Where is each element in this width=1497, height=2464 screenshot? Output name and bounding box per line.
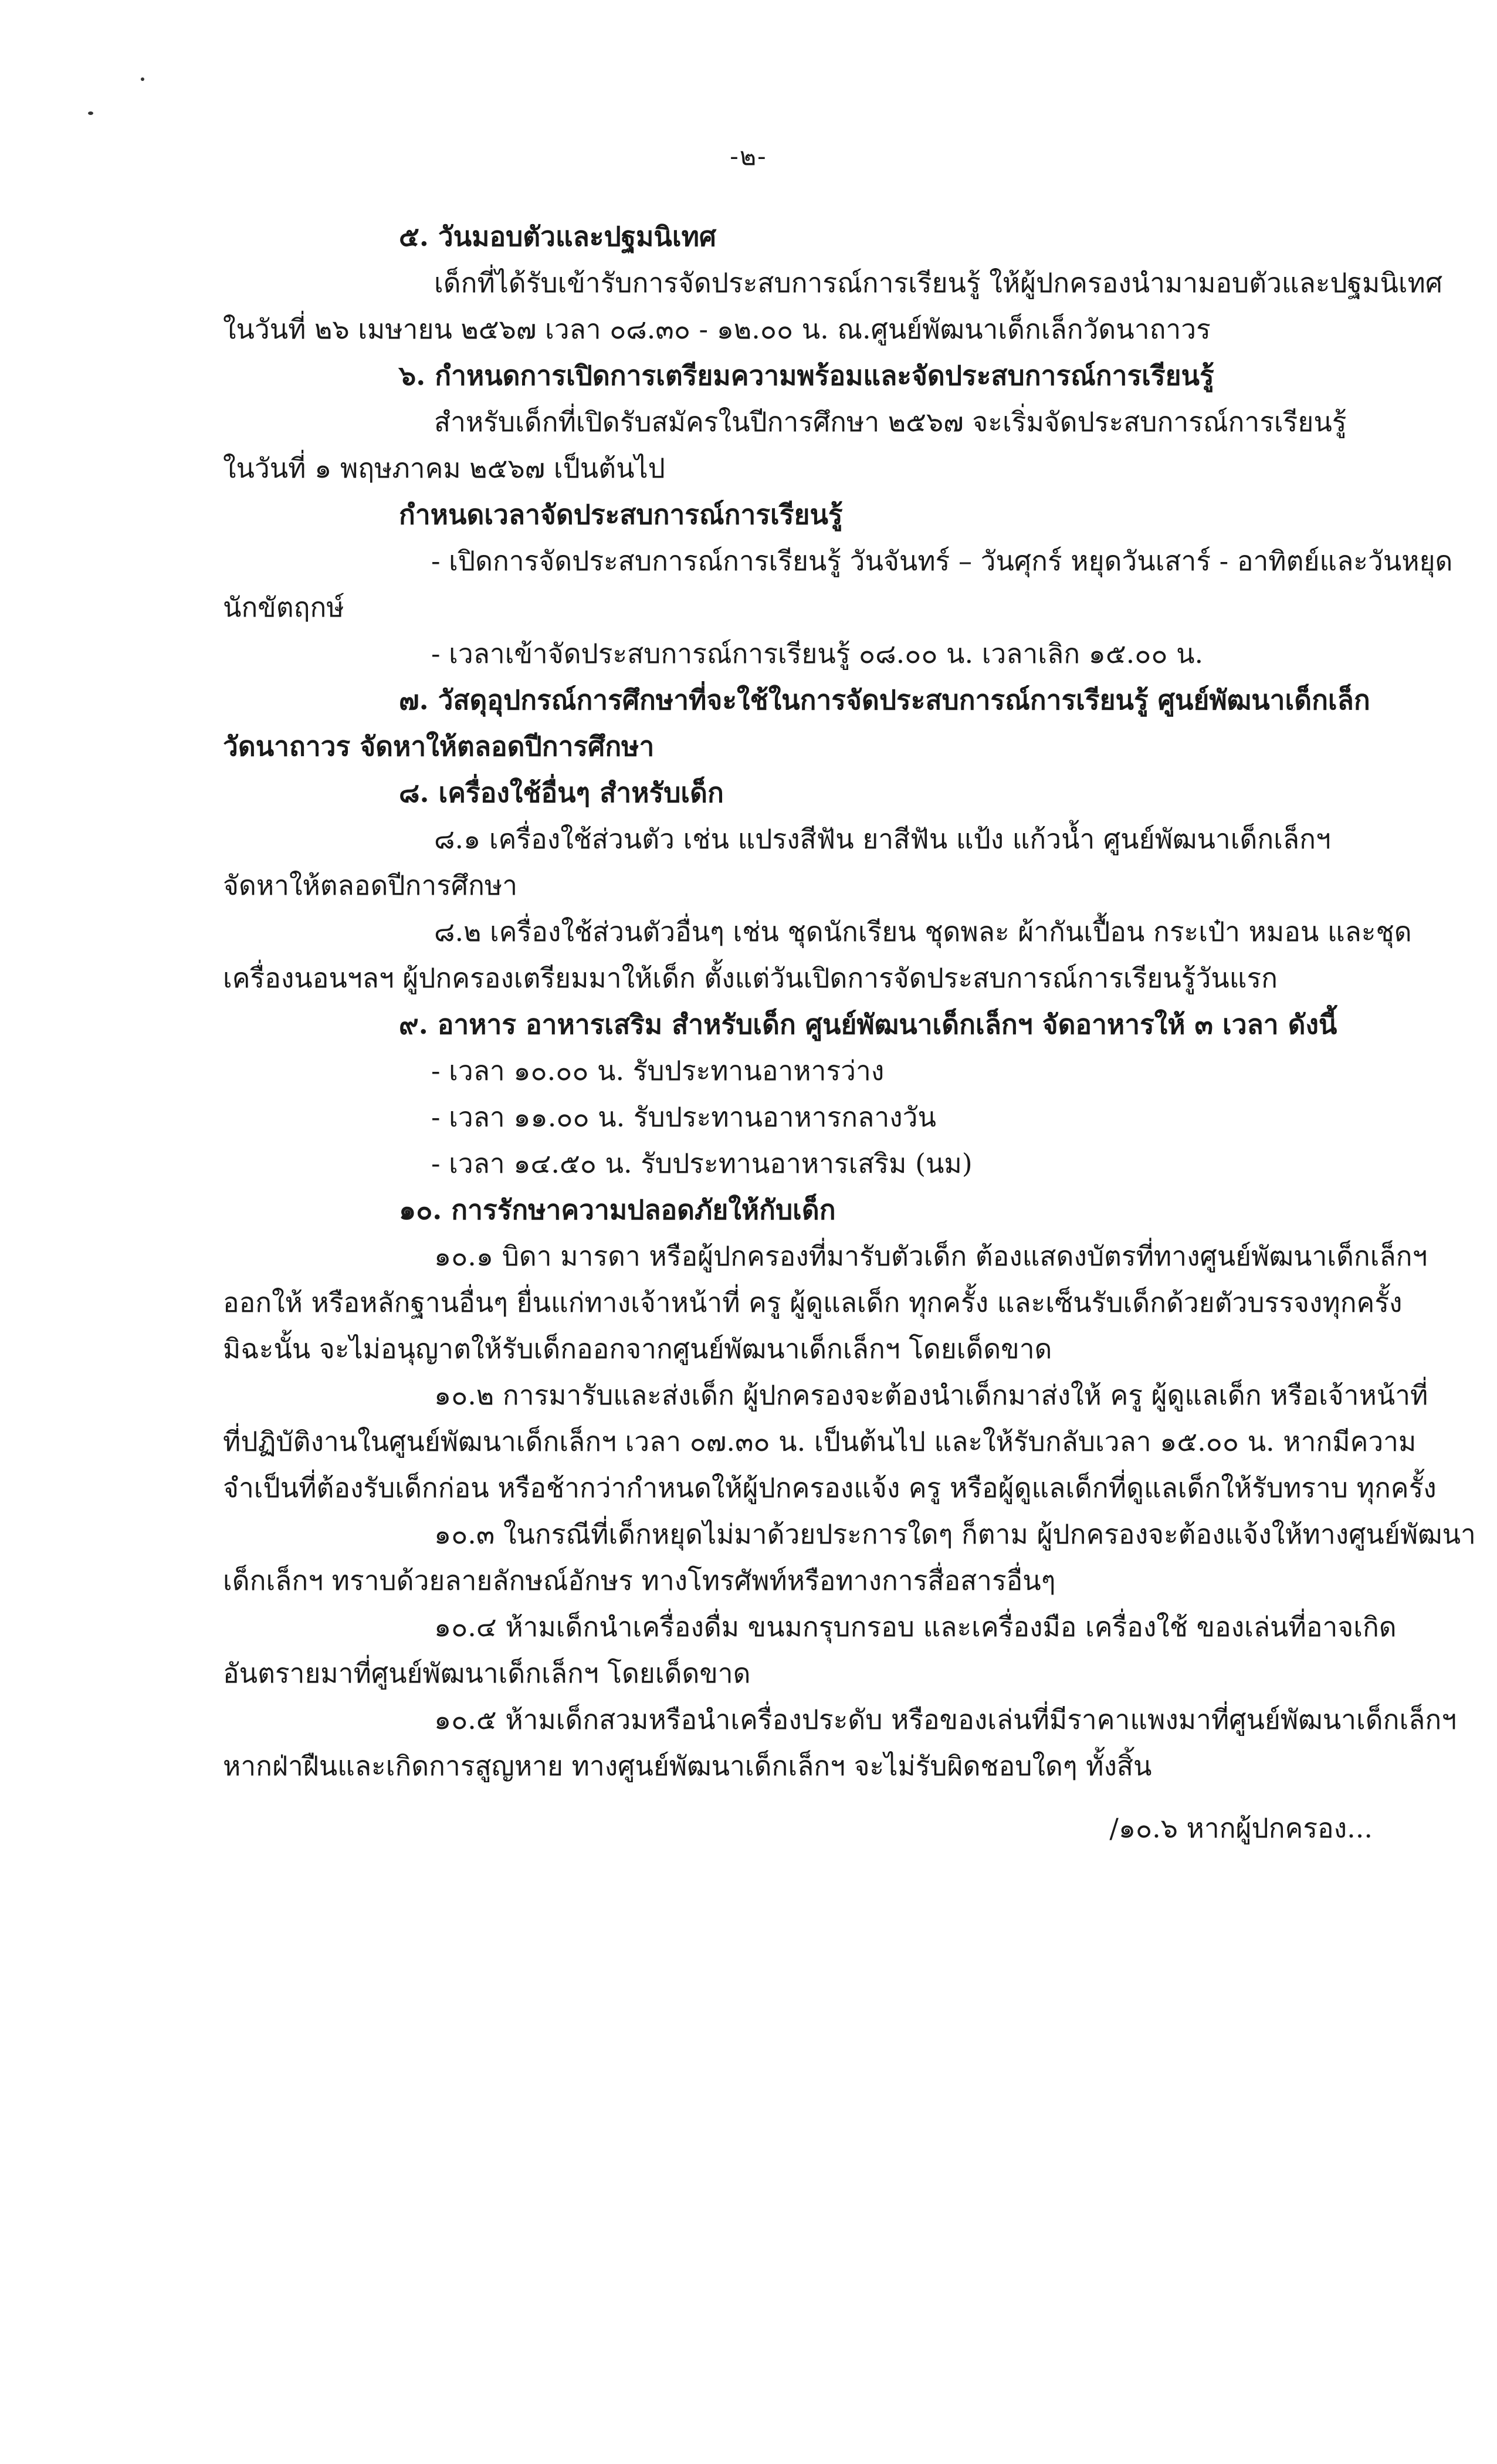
continuation-note: /๑๐.๖ หากผู้ปกครอง... <box>1109 1812 1373 1844</box>
section-6-item-1-line-2: นักขัตฤกษ์ <box>223 591 344 623</box>
section-8-item-1-line-1: ๘.๑ เครื่องใช้ส่วนตัว เช่น แปรงสีฟัน ยาสีฟัน แป้ง แก้วน้ำ ศูนย์พัฒนาเด็กเล็กฯ <box>434 823 1331 855</box>
section-10-3-line-1: ๑๐.๓ ในกรณีที่เด็กหยุดไม่มาด้วยประการใดๆ ก็ตาม ผู้ปกครองจะต้องแจ้งให้ทางศูนย์พัฒนา <box>434 1518 1476 1550</box>
section-8-item-2-line-2: เครื่องนอนฯลฯ ผู้ปกครองเตรียมมาให้เด็ก ตั้งแต่วันเปิดการจัดประสบการณ์การเรียนรู้วันแรก <box>223 962 1278 994</box>
section-5-heading: ๕. วันมอบตัวและปฐมนิเทศ <box>399 221 717 252</box>
section-7-line-2: วัดนาถาวร จัดหาให้ตลอดปีการศึกษา <box>223 730 655 762</box>
section-8-heading: ๘. เครื่องใช้อื่นๆ สำหรับเด็ก <box>399 777 724 808</box>
section-6-line-1: สำหรับเด็กที่เปิดรับสมัครในปีการศึกษา ๒๕๖๗ จะเริ่มจัดประสบการณ์การเรียนรู้ <box>434 406 1347 438</box>
page-number: -๒- <box>730 142 767 171</box>
section-10-2-line-1: ๑๐.๒ การมารับและส่งเด็ก ผู้ปกครองจะต้องนำเด็กมาส่งให้ ครู ผู้ดูแลเด็ก หรือเจ้าหน้าที่ <box>434 1379 1428 1411</box>
section-10-5-line-2: หากฝ่าฝืนและเกิดการสูญหาย ทางศูนย์พัฒนาเด็กเล็กฯ จะไม่รับผิดชอบใดๆ ทั้งสิ้น <box>223 1750 1152 1782</box>
section-6-heading: ๖. กำหนดการเปิดการเตรียมความพร้อมและจัดประสบการณ์การเรียนรู้ <box>399 360 1214 391</box>
section-6-line-2: ในวันที่ ๑ พฤษภาคม ๒๕๖๗ เป็นต้นไป <box>223 452 665 484</box>
meal-time-2: - เวลา ๑๑.๐๐ น. รับประทานอาหารกลางวัน <box>431 1101 936 1133</box>
section-10-2-line-2: ที่ปฏิบัติงานในศูนย์พัฒนาเด็กเล็กฯ เวลา ๐๗.๓๐ น. เป็นต้นไป และให้รับกลับเวลา ๑๕.๐๐ น. หากมีความ <box>223 1426 1417 1457</box>
section-6-subheading: กำหนดเวลาจัดประสบการณ์การเรียนรู้ <box>399 499 843 530</box>
scan-speck-1 <box>141 77 144 81</box>
section-10-4-line-2: อันตรายมาที่ศูนย์พัฒนาเด็กเล็กฯ โดยเด็ดขาด <box>223 1657 751 1689</box>
section-8-item-2-line-1: ๘.๒ เครื่องใช้ส่วนตัวอื่นๆ เช่น ชุดนักเรียน ชุดพละ ผ้ากันเปื้อน กระเป๋า หมอน และชุด <box>434 916 1412 947</box>
meal-time-1: - เวลา ๑๐.๐๐ น. รับประทานอาหารว่าง <box>431 1055 885 1087</box>
section-10-2-line-3: จำเป็นที่ต้องรับเด็กก่อน หรือช้ากว่ากำหนดให้ผู้ปกครองแจ้ง ครู หรือผู้ดูแลเด็กที่ดูแลเด็กให้รับทราบ ทุกครั้ง <box>223 1472 1437 1504</box>
section-10-3-line-2: เด็กเล็กฯ ทราบด้วยลายลักษณ์อักษร ทางโทรศัพท์หรือทางการสื่อสารอื่นๆ <box>223 1565 1056 1596</box>
section-10-heading: ๑๐. การรักษาความปลอดภัยให้กับเด็ก <box>399 1194 836 1226</box>
section-8-item-1-line-2: จัดหาให้ตลอดปีการศึกษา <box>223 869 518 901</box>
section-9-heading: ๙. อาหาร อาหารเสริม สำหรับเด็ก ศูนย์พัฒนาเด็กเล็กฯ จัดอาหารให้ ๓ เวลา ดังนี้ <box>399 1008 1337 1040</box>
section-10-4-line-1: ๑๐.๔ ห้ามเด็กนำเครื่องดื่ม ขนมกรุบกรอบ และเครื่องมือ เครื่องใช้ ของเล่นที่อาจเกิด <box>434 1611 1397 1643</box>
section-10-1-line-1: ๑๐.๑ บิดา มารดา หรือผู้ปกครองที่มารับตัวเด็ก ต้องแสดงบัตรที่ทางศูนย์พัฒนาเด็กเล็กฯ <box>434 1240 1428 1272</box>
section-5-line-1: เด็กที่ได้รับเข้ารับการจัดประสบการณ์การเรียนรู้ ให้ผู้ปกครองนำมามอบตัวและปฐมนิเทศ <box>434 267 1443 299</box>
meal-time-3: - เวลา ๑๔.๕๐ น. รับประทานอาหารเสริม (นม) <box>431 1148 973 1179</box>
section-5-line-2: ในวันที่ ๒๖ เมษายน ๒๕๖๗ เวลา ๐๘.๓๐ - ๑๒.๐๐ น. ณ.ศูนย์พัฒนาเด็กเล็กวัดนาถาวร <box>223 313 1211 345</box>
scan-speck-2 <box>88 111 93 115</box>
section-6-item-1-line-1: - เปิดการจัดประสบการณ์การเรียนรู้ วันจันทร์ – วันศุกร์ หยุดวันเสาร์ - อาทิตย์และวันหยุด <box>431 545 1453 577</box>
section-10-5-line-1: ๑๐.๕ ห้ามเด็กสวมหรือนำเครื่องประดับ หรือของเล่นที่มีราคาแพงมาที่ศูนย์พัฒนาเด็กเล็กฯ <box>434 1704 1457 1735</box>
section-10-1-line-3: มิฉะนั้น จะไม่อนุญาตให้รับเด็กออกจากศูนย์พัฒนาเด็กเล็กฯ โดยเด็ดขาด <box>223 1333 1052 1365</box>
section-6-item-2: - เวลาเข้าจัดประสบการณ์การเรียนรู้ ๐๘.๐๐ น. เวลาเลิก ๑๕.๐๐ น. <box>431 638 1204 669</box>
section-10-1-line-2: ออกให้ หรือหลักฐานอื่นๆ ยื่นแก่ทางเจ้าหน้าที่ ครู ผู้ดูแลเด็ก ทุกครั้ง และเซ็นรับเด็กด้วยตัวบรรจงทุกครั้ง <box>223 1287 1403 1318</box>
section-7-line-1: ๗. วัสดุอุปกรณ์การศึกษาที่จะใช้ในการจัดประสบการณ์การเรียนรู้ ศูนย์พัฒนาเด็กเล็ก <box>399 684 1370 716</box>
document-body <box>223 214 1476 1789</box>
